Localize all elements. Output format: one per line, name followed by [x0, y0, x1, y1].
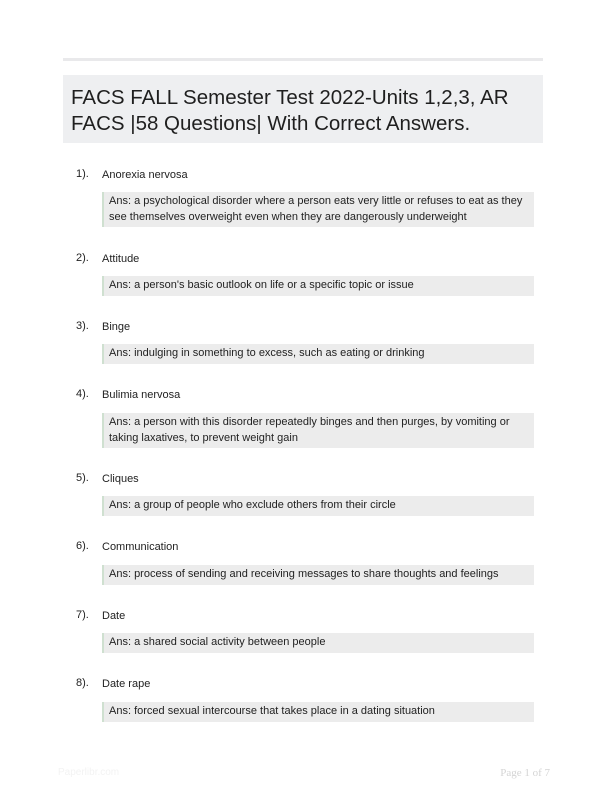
question-number: 7). [76, 609, 89, 621]
answer-box: Ans: process of sending and receiving messages to share thoughts and feelings [102, 565, 534, 585]
question-term: Attitude [102, 253, 140, 265]
answer-box: Ans: a person's basic outlook on life or a specific topic or issue [102, 276, 534, 296]
question-number: 5). [76, 472, 89, 484]
question-number: 4). [76, 388, 89, 400]
question-term: Anorexia nervosa [102, 169, 188, 181]
answer-box: Ans: indulging in something to excess, such as eating or drinking [102, 344, 534, 364]
question-number: 3). [76, 320, 89, 332]
question-number: 6). [76, 540, 89, 552]
question-term: Bulimia nervosa [102, 389, 181, 401]
question-number: 8). [76, 677, 89, 689]
question-number: 2). [76, 252, 89, 264]
page-title: FACS FALL Semester Test 2022-Units 1,2,3, AR FACS |58 Questions| With Correct Answers. [71, 86, 509, 135]
title-box [63, 75, 543, 143]
question-term: Date [102, 610, 126, 622]
answer-box: Ans: forced sexual intercourse that takes place in a dating situation [102, 702, 534, 722]
top-divider [63, 58, 543, 61]
page-number: Page 1 of 7 [500, 767, 550, 779]
question-term: Binge [102, 321, 131, 333]
question-term: Date rape [102, 678, 151, 690]
question-number: 1). [76, 168, 89, 180]
watermark-text: Paperlibr.com [58, 767, 120, 778]
answer-box: Ans: a shared social activity between people [102, 633, 534, 653]
answer-box: Ans: a group of people who exclude others from their circle [102, 496, 534, 516]
answer-box: Ans: a person with this disorder repeatedly binges and then purges, by vomiting or taking laxatives, to prevent weight gain [102, 413, 534, 448]
answer-box: Ans: a psychological disorder where a person eats very little or refuses to eat as they see themselves overweight even when they are dangerously underweight [102, 192, 534, 227]
question-term: Cliques [102, 473, 139, 485]
question-term: Communication [102, 541, 179, 553]
